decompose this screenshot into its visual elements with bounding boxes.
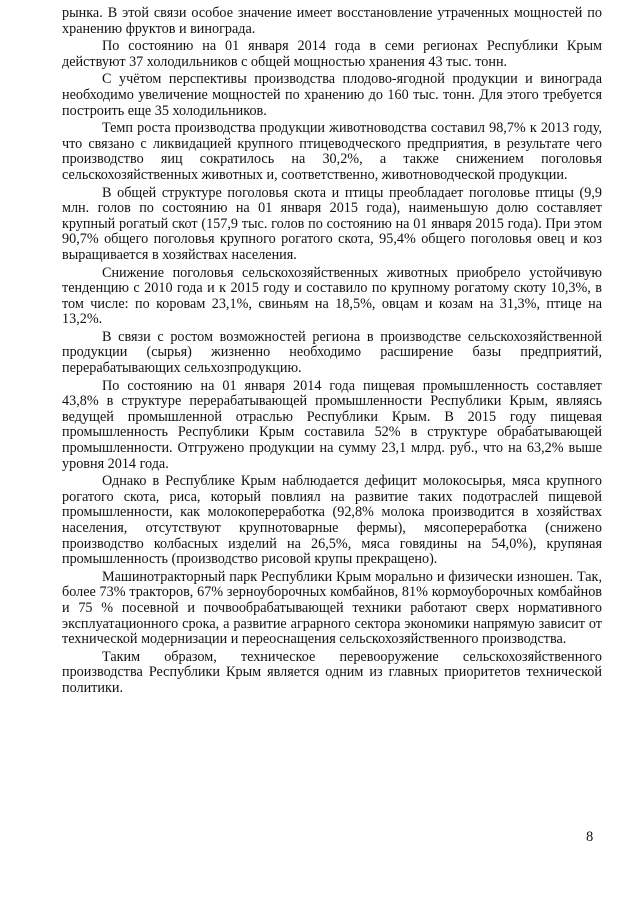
paragraph-1: рынка. В этой связи особое значение имеет восстановление утраченных мощностей по хранению фруктов и винограда. xyxy=(62,5,602,37)
paragraph-7: В связи с ростом возможностей региона в производстве сельскохозяйственной продукции (сырья) жизненно необходимо расширение базы предприятий, перерабатывающих сельхозпродукцию. xyxy=(62,328,602,377)
page-number: 8 xyxy=(586,829,594,845)
paragraph-9: Однако в Республике Крым наблюдается дефицит молокосырья, мяса крупного рогатого скота, риса, который повлиял на развитие таких подотраслей пищевой промышленности, как молокопереработка (92,8% молока производится в хозяйствах населения, отсутствуют крупнотоварные фермы), мясопереработка (снижено производство колбасных изделий на 26,5%, мяса говядины на 54,0%), крупяная промышленность (производство рисовой крупы прекращено). xyxy=(62,473,602,568)
paragraph-3: С учётом перспективы производства плодово-ягодной продукции и винограда необходимо увеличение мощностей по хранению до 160 тыс. тонн. Для этого требуется построить еще 35 холодильников. xyxy=(62,71,602,119)
document-body xyxy=(62,6,602,699)
paragraph-11: Таким образом, техническое перевооружение сельскохозяйственного производства Республики Крым является одним из главных приоритетов технической политики. xyxy=(62,648,602,696)
paragraph-2: По состоянию на 01 января 2014 года в семи регионах Республики Крым действуют 37 холодильников с общей мощностью хранения 43 тыс. тонн. xyxy=(62,38,602,70)
paragraph-8: По состоянию на 01 января 2014 года пищевая промышленность составляет 43,8% в структуре перерабатывающей промышленности Республики Крым, являясь ведущей промышленной отраслью Республики Крым. В 2015 году пищевая промышленность Республики Крым составила 52% в структуре обрабатывающей промышленности. Отгружено продукции на сумму 23,1 млрд. руб., что на 63,2% выше уровня 2014 года. xyxy=(62,377,602,472)
paragraph-6: Снижение поголовья сельскохозяйственных животных приобрело устойчивую тенденцию с 2010 года и к 2015 году и составило по крупному рогатому скоту 10,3%, в том числе: по коровам 23,1%, свиньям на 18,5%, овцам и козам на 31,3%, птице на 13,2%. xyxy=(62,264,602,328)
paragraph-4: Темп роста производства продукции животноводства составил 98,7% к 2013 году, что связано с ликвидацией крупного птицеводческого предприятия, в результате чего производство яиц сократилось на 30,2%, а также снижением поголовья сельскохозяйственных животных и, соответственно, животноводческой продукции. xyxy=(62,120,602,183)
paragraph-10: Машинотракторный парк Республики Крым морально и физически изношен. Так, более 73% тракторов, 67% зерноуборочных комбайнов, 81% кормоуборочных комбайнов и 75 % посевной и почвообрабатывающей техники работают сверх нормативного эксплуатационного срока, а развитие аграрного сектора экономики напрямую зависит от технической модернизации и переоснащения сельскохозяйственного производства. xyxy=(62,568,602,648)
paragraph-5: В общей структуре поголовья скота и птицы преобладает поголовье птицы (9,9 млн. голов по состоянию на 01 января 2015 года), наименьшую долю составляет крупный рогатый скот (157,9 тыс. голов по состоянию на 01 января 2015 года). При этом 90,7% общего поголовья крупного рогатого скота, 95,4% общего поголовья овец и коз выращивается в хозяйствах населения. xyxy=(62,184,602,263)
